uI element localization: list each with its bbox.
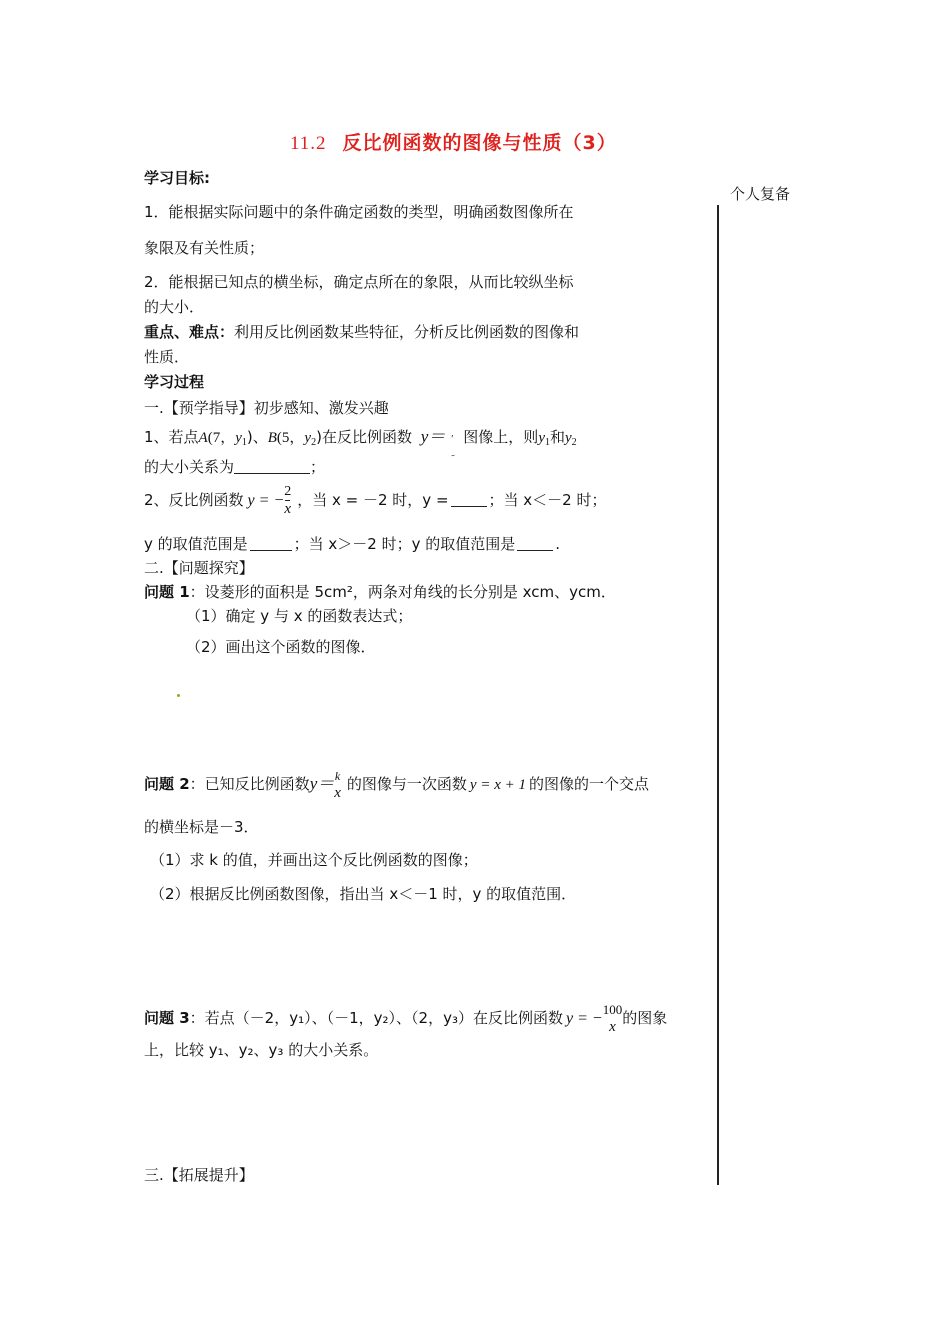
q1-suffix: 图像上，则 xyxy=(463,428,539,446)
point-b-coords: (5， xyxy=(276,430,305,446)
title-number: 11.2 xyxy=(290,133,327,154)
point-b-label: B xyxy=(267,430,277,446)
side-column-label: 个人复备 xyxy=(730,185,791,203)
tail-y2-subscript: 2 xyxy=(571,437,577,448)
problem-2-denominator: x xyxy=(334,785,341,801)
q1-close: ) xyxy=(316,428,322,446)
tail-y1-symbol: y xyxy=(538,430,545,446)
q2-function-lhs: y = − xyxy=(247,492,285,509)
goal-1-line-1: 1．能根据实际问题中的条件确定函数的类型，明确函数图像所在 xyxy=(144,203,574,221)
q2-denominator: x xyxy=(284,501,292,517)
pre-question-2 xyxy=(144,484,607,517)
point-a-label: A xyxy=(198,430,208,446)
answer-blank-4[interactable] xyxy=(517,536,553,551)
q2-prefix: 2、反比例函数 xyxy=(144,491,244,509)
problem-2-text-c: 的图像的一个交点 xyxy=(528,775,649,793)
key-points-text: 利用反比例函数某些特征，分析反比例函数的图像和 xyxy=(234,323,580,341)
problem-2-sub-1: （1）求 k 的值，并画出这个反比例函数的图像； xyxy=(150,851,478,869)
goal-2-line-2: 的大小． xyxy=(144,298,205,316)
process-heading: 学习过程 xyxy=(144,373,205,391)
pre-question-2-line-2 xyxy=(144,534,560,554)
goals-heading: 学习目标: xyxy=(144,169,210,187)
problem-2-fraction xyxy=(334,768,341,801)
q1-and: 和 xyxy=(549,428,565,446)
linear-function: y = x + 1 xyxy=(469,777,526,793)
problem-3-label: 问题 3 xyxy=(144,1009,190,1027)
q2-line2-end: . xyxy=(555,535,561,553)
pre-question-1: 1、若点A(7，$y_1$)、B(5，$y_2$)在反比例函数 y＝ ′ ˜ 图像上，则$y_1$和$y_2$ xyxy=(144,427,577,465)
q2-line2-a: y 的取值范围是 xyxy=(144,535,248,553)
problem-1-sub-2: （2）画出这个函数的图像． xyxy=(186,638,376,656)
problem-3-fraction xyxy=(603,1002,623,1035)
problem-2-function-lhs: y＝ xyxy=(309,774,335,793)
q1-function: y＝ xyxy=(420,427,446,446)
key-points-line-1 xyxy=(144,322,579,342)
section-1-heading: 一.【预学指导】初步感知、激发兴趣 xyxy=(144,399,389,417)
stray-dot xyxy=(177,694,180,697)
q1-prefix: 1、若点 xyxy=(144,428,199,446)
problem-3-text-b: 的图象 xyxy=(622,1009,668,1027)
problem-1-text: ：设菱形的面积是 5cm²，两条对角线的长分别是 xcm、ycm． xyxy=(189,583,616,601)
goal-1-line-2: 象限及有关性质； xyxy=(144,239,265,257)
y2-subscript: 2 xyxy=(311,437,317,448)
answer-blank-3[interactable] xyxy=(250,536,292,551)
problem-2 xyxy=(144,768,649,801)
key-points-line-2: 性质． xyxy=(144,348,190,366)
problem-1 xyxy=(144,582,616,602)
problem-3-numerator: 100 xyxy=(602,1002,623,1017)
tail-y2-symbol: y xyxy=(565,430,572,446)
point-a-coords: (7， xyxy=(207,430,236,446)
q1-line2-end: ； xyxy=(310,458,326,476)
section-2-heading: 二.【问题探究】 xyxy=(144,559,254,577)
answer-blank-1[interactable] xyxy=(234,459,310,474)
problem-3-text-a: ：若点（－2，y₁）、（－1，y₂）、（2，y₃）在反比例函数 xyxy=(189,1009,563,1027)
q1-middle: 在反比例函数 xyxy=(321,428,412,446)
y1-symbol: y xyxy=(235,430,242,446)
q1-separator: )、 xyxy=(246,428,268,446)
tail-y1-subscript: 1 xyxy=(544,437,550,448)
problem-3-line-2: 上，比较 y₁、y₂、y₃ 的大小关系。 xyxy=(144,1041,379,1059)
q1-line2-text: 的大小关系为 xyxy=(144,458,235,476)
problem-2-line-2: 的横坐标是－3． xyxy=(144,818,259,836)
title-text: 反比例函数的图像与性质（3） xyxy=(342,132,617,154)
problem-2-numerator: k xyxy=(334,769,341,783)
q2-part1: ，当 x = －2 时，y = xyxy=(297,491,449,509)
problem-3-denominator: x xyxy=(609,1019,616,1035)
y2-symbol: y xyxy=(304,430,312,446)
problem-2-sub-2: （2）根据反比例函数图像，指出当 x＜－1 时，y 的取值范围． xyxy=(150,885,577,903)
problem-1-label: 问题 1 xyxy=(144,583,190,601)
problem-1-sub-1: （1）确定 y 与 x 的函数表达式； xyxy=(186,607,413,625)
page-title xyxy=(290,128,617,155)
problem-3-function-lhs: y = − xyxy=(565,1010,603,1027)
problem-3 xyxy=(144,1002,667,1035)
y1-subscript: 1 xyxy=(241,437,247,448)
pre-question-1-line-2 xyxy=(144,457,325,477)
q2-part2: ；当 x＜－2 时； xyxy=(488,491,607,509)
problem-2-text-a: ：已知反比例函数 xyxy=(189,775,310,793)
section-3-heading: 三.【拓展提升】 xyxy=(144,1166,254,1184)
answer-blank-2[interactable] xyxy=(451,492,487,507)
column-divider xyxy=(717,205,719,1185)
problem-2-label: 问题 2 xyxy=(144,775,190,793)
q2-fraction xyxy=(284,484,291,517)
goal-2-line-1: 2．能根据已知点的横坐标，确定点所在的象限，从而比较纵坐标 xyxy=(144,273,574,291)
q2-numerator: 2 xyxy=(284,484,292,499)
q2-line2-b: ；当 x＞－2 时；y 的取值范围是 xyxy=(293,535,516,553)
problem-2-text-b: 的图像与一次函数 xyxy=(346,775,467,793)
key-points-label: 重点、难点： xyxy=(144,323,235,341)
